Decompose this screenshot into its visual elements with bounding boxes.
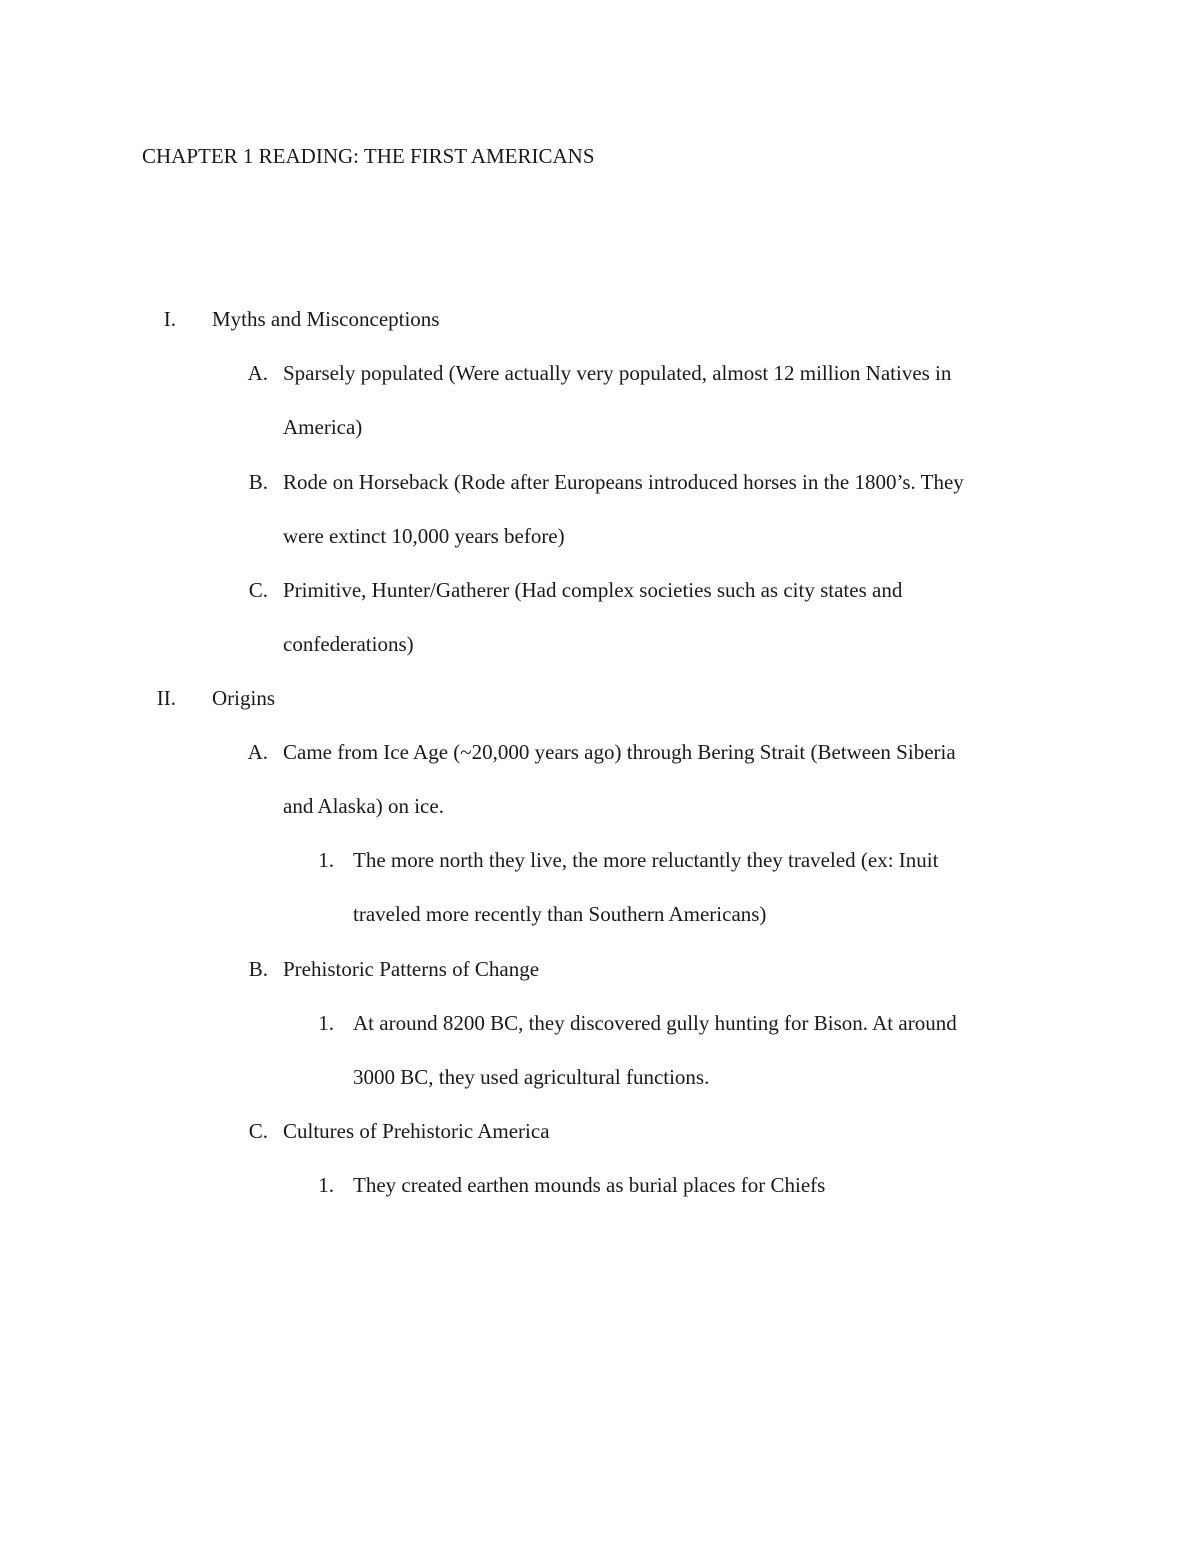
- subitem-marker: 1.: [318, 1173, 334, 1197]
- subitem-text: At around 8200 BC, they discovered gully hunting for Bison. At around: [353, 1011, 957, 1035]
- subitem-text: 3000 BC, they used agricultural functions.: [353, 1065, 710, 1089]
- subitem-text: traveled more recently than Southern Americans): [353, 902, 767, 926]
- item-text: confederations): [283, 632, 414, 656]
- item-text: Came from Ice Age (~20,000 years ago) through Bering Strait (Between Siberia: [283, 740, 956, 764]
- item-text: Cultures of Prehistoric America: [283, 1119, 550, 1143]
- subitem-marker: 1.: [318, 848, 334, 872]
- section-heading: Origins: [212, 686, 275, 710]
- item-marker: C.: [248, 1119, 268, 1143]
- item-marker: C.: [248, 578, 268, 602]
- item-marker: A.: [247, 361, 268, 385]
- item-text: and Alaska) on ice.: [283, 794, 444, 818]
- item-text: Primitive, Hunter/Gatherer (Had complex societies such as city states and: [283, 578, 903, 602]
- item-marker: B.: [248, 470, 268, 494]
- subitem-text: They created earthen mounds as burial places for Chiefs: [353, 1173, 826, 1197]
- document-title: CHAPTER 1 READING: THE FIRST AMERICANS: [142, 144, 595, 168]
- item-text: were extinct 10,000 years before): [283, 524, 565, 548]
- item-text: America): [283, 415, 363, 439]
- section-heading: Myths and Misconceptions: [212, 307, 440, 331]
- subitem-marker: 1.: [318, 1011, 334, 1035]
- section-marker: I.: [163, 307, 176, 331]
- subitem-text: The more north they live, the more reluctantly they traveled (ex: Inuit: [353, 848, 939, 872]
- item-text: Sparsely populated (Were actually very populated, almost 12 million Natives in: [283, 361, 952, 385]
- section-marker: II.: [156, 686, 176, 710]
- item-text: Rode on Horseback (Rode after Europeans introduced horses in the 1800’s. They: [283, 470, 964, 494]
- item-marker: A.: [247, 740, 268, 764]
- item-marker: B.: [248, 957, 268, 981]
- item-text: Prehistoric Patterns of Change: [283, 957, 540, 981]
